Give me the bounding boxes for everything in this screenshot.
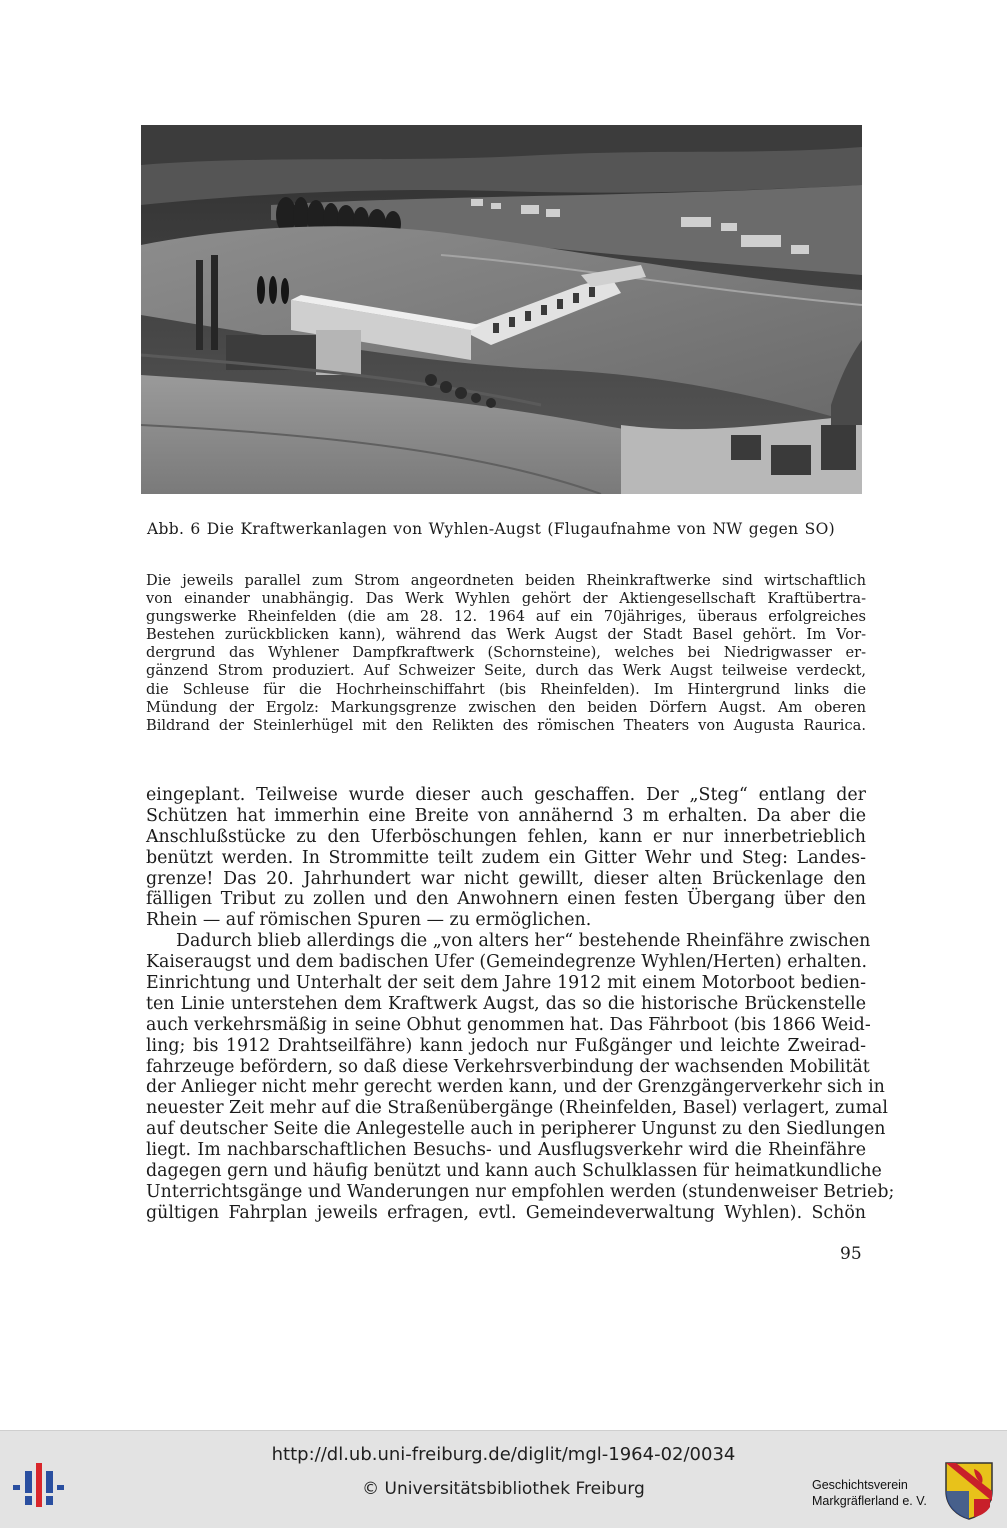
body-line: liegt. Im nachbarschaftlichen Besuchs- und Ausflugsverkehr wird die Rheinfähre [146,1140,866,1161]
body-line: der Anlieger nicht mehr gerecht werden kann, und der Grenzgängerverkehr sich in [146,1077,885,1098]
body-line: auf deutscher Seite die Anlegestelle auch in peripherer Ungunst zu den Siedlungen [146,1119,886,1140]
body-line: gültigen Fahrplan jeweils erfragen, evtl. Gemeindeverwaltung Wyhlen). Schön [146,1202,866,1223]
body-line: Rhein — auf römischen Spuren — zu ermöglichen. [146,910,592,931]
body-line: benützt werden. In Strommitte teilt zudem ein Gitter Wehr und Steg: Landes- [146,847,866,868]
page-number: 95 [840,1244,862,1264]
coat-of-arms-icon[interactable] [944,1461,994,1521]
aerial-photo-power-plant [141,125,862,494]
body-line: Kaiseraugst und dem badischen Ufer (Gemeindegrenze Wyhlen/Herten) erhalten. [146,952,867,973]
figure-caption: Abb. 6 Die Kraftwerkanlagen von Wyhlen-Augst (Flugaufnahme von NW gegen SO) [147,520,835,538]
body-line: grenze! Das 20. Jahrhundert war nicht gewillt, dieser alten Brückenlage den [146,868,866,889]
description-line: Mündung der Ergolz: Markungsgrenze zwischen den beiden Dörfern Augst. Am oberen [146,698,866,716]
association-name [812,1477,942,1509]
body-line: auch verkehrsmäßig in seine Obhut genommen hat. Das Fährboot (bis 1866 Weid- [146,1014,871,1035]
description-line: gungswerke Rheinfelden (die am 28. 12. 1964 auf ein 70jähriges, überaus erfolgreiches [146,608,866,626]
body-line: fahrzeuge befördern, so daß diese Verkehrsverbindung der wachsenden Mobilität [146,1056,870,1077]
body-line: fälligen Tribut zu zollen und den Anwohnern einen festen Übergang über den [146,889,866,910]
footer-permalink[interactable]: http://dl.ub.uni-freiburg.de/diglit/mgl-1964-02/0034 [271,1444,736,1465]
association-line: Geschichtsverein [812,1478,908,1492]
body-line: Einrichtung und Unterhalt der seit dem Jahre 1912 mit einem Motorboot bedien- [146,973,866,994]
description-line: Bildrand der Steinlerhügel mit den Relikten des römischen Theaters von Augusta Raurica. [146,716,866,734]
body-line: Unterrichtsgänge und Wanderungen nur empfohlen werden (stundenweiser Betrieb; [146,1181,895,1202]
body-line: dagegen gern und häufig benützt und kann auch Schulklassen für heimatkundliche [146,1161,882,1182]
description-line: dergrund das Wyhlener Dampfkraftwerk (Schornsteine), welches bei Niedrigwasser er- [146,644,866,662]
description-line: gänzend Strom produziert. Auf Schweizer Seite, durch das Werk Augst teilweise verdeckt, [146,662,866,680]
footer-bar [0,1430,1007,1528]
body-line: Schützen hat immerhin eine Breite von annähernd 3 m erhalten. Da aber die [146,805,866,826]
body-line: neuester Zeit mehr auf die Straßenübergänge (Rheinfelden, Basel) verlagert, zumal [146,1098,888,1119]
association-line: Markgräflerland e. V. [812,1494,927,1508]
body-line: Dadurch blieb allerdings die „von alters her“ bestehende Rheinfähre zwischen [176,931,871,952]
description-line: von einander unabhängig. Das Werk Wyhlen gehört der Aktiengesellschaft Kraftübertra- [146,590,866,608]
figure-description [146,572,866,735]
aerial-photo-drawing [141,125,862,494]
body-line: ling; bis 1912 Drahtseilfähre) kann jedoch nur Fußgänger und leichte Zweirad- [146,1035,866,1056]
body-line: Anschlußstücke zu den Uferböschungen fehlen, kann er nur innerbetrieblich [146,826,866,847]
description-line: Die jeweils parallel zum Strom angeordneten beiden Rheinkraftwerke sind wirtschaftlich [146,572,866,589]
body-line: eingeplant. Teilweise wurde dieser auch geschaffen. Der „Steg“ entlang der [146,785,866,805]
body-text [146,785,895,1224]
description-line: Bestehen zurückblicken kann), während das Werk Augst der Stadt Basel gehört. Im Vor- [146,626,866,644]
body-line: ten Linie unterstehen dem Kraftwerk Augst, das so die historische Brückenstelle [146,993,866,1014]
description-line: die Schleuse für die Hochrheinschiffahrt (bis Rheinfelden). Im Hintergrund links die [146,680,866,698]
footer-copyright: © Universitätsbibliothek Freiburg [362,1479,645,1499]
